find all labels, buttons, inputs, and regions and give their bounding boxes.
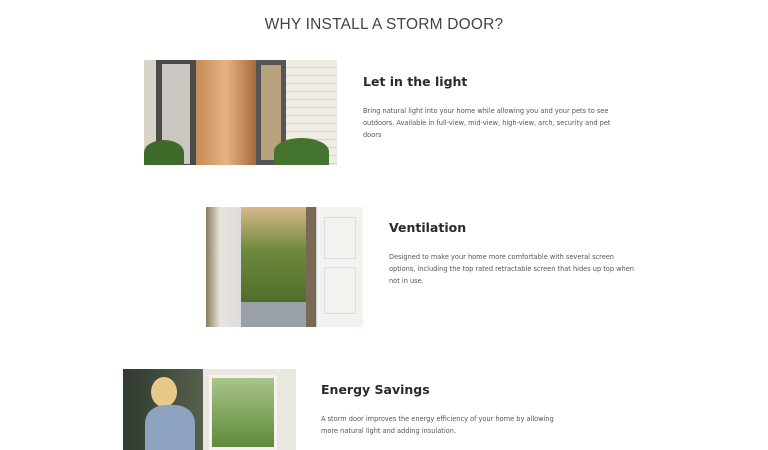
ventilation-image — [206, 207, 363, 327]
feature-description: Bring natural light into your home while allowing you and your pets to see outdoors. Available in full-view, mid-view, high-view, arch, security and pet doors — [363, 107, 611, 139]
energy-savings-image — [123, 369, 296, 450]
feature-light — [363, 74, 618, 141]
section-title: WHY INSTALL A STORM DOOR? — [264, 16, 504, 33]
feature-heading: Ventilation — [389, 220, 467, 235]
feature-ventilation — [389, 220, 634, 287]
feature-heading: Let in the light — [363, 74, 468, 89]
feature-energy-savings — [321, 382, 566, 437]
feature-description: Designed to make your home more comfortable with several screen options, including the top rated retractable screen that hides up top when not in use. — [389, 253, 634, 285]
storm-door-light-image — [144, 60, 337, 165]
feature-description: A storm door improves the energy efficiency of your home by allowing more natural light and adding insulation. — [321, 415, 554, 435]
feature-heading: Energy Savings — [321, 382, 430, 397]
